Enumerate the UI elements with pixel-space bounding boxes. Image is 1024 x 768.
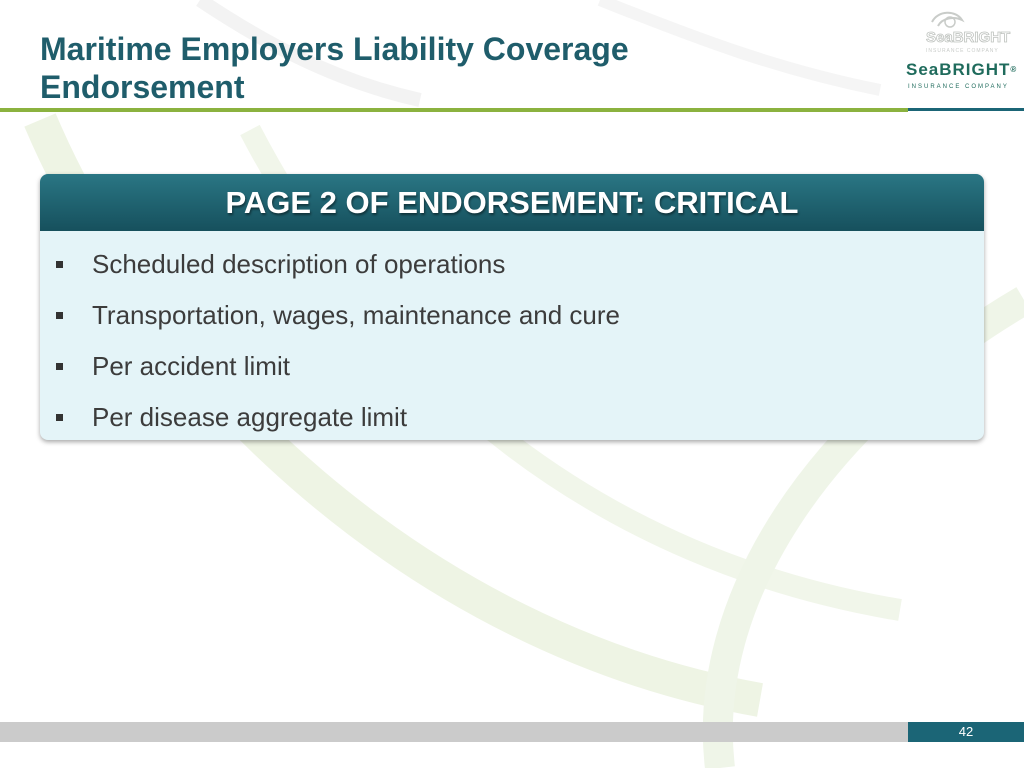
- list-item-text: Per accident limit: [92, 351, 290, 381]
- footer-bar: [0, 722, 908, 742]
- square-bullet-icon: [56, 312, 63, 319]
- list-item: [56, 239, 984, 290]
- list-item: [56, 341, 984, 392]
- seabright-logo: [900, 6, 1016, 90]
- list-item-text: Scheduled description of operations: [92, 249, 506, 279]
- content-card: [40, 174, 984, 440]
- logo-registered-mark: ®: [1010, 65, 1018, 74]
- slide-title-line1: Maritime Employers Liability Coverage: [40, 31, 629, 67]
- logo-wordmark: [906, 60, 1016, 80]
- list-item: [56, 290, 984, 341]
- logo-wordmark-main: BRIGHT: [939, 60, 1011, 79]
- list-item-text: Per disease aggregate limit: [92, 402, 408, 432]
- slide-title: [40, 30, 840, 106]
- page-number: 42: [908, 722, 1024, 742]
- square-bullet-icon: [56, 414, 63, 421]
- list-item: [56, 392, 984, 440]
- list-item-text: Transportation, wages, maintenance and cure: [92, 300, 621, 330]
- bullet-list: [40, 231, 984, 440]
- slide-title-line2: Endorsement: [40, 69, 245, 105]
- logo-ghost-text: SeaBRIGHT: [926, 29, 1011, 46]
- logo-ghost-subtext: INSURANCE COMPANY: [926, 48, 999, 54]
- card-header: PAGE 2 OF ENDORSEMENT: CRITICAL: [40, 174, 984, 231]
- logo-subtitle: INSURANCE COMPANY: [908, 84, 1009, 90]
- wave-sun-icon: [924, 8, 1014, 54]
- logo-wordmark-prefix: Sea: [906, 60, 940, 79]
- header-rule-green: [0, 108, 908, 112]
- square-bullet-icon: [56, 261, 63, 268]
- square-bullet-icon: [56, 363, 63, 370]
